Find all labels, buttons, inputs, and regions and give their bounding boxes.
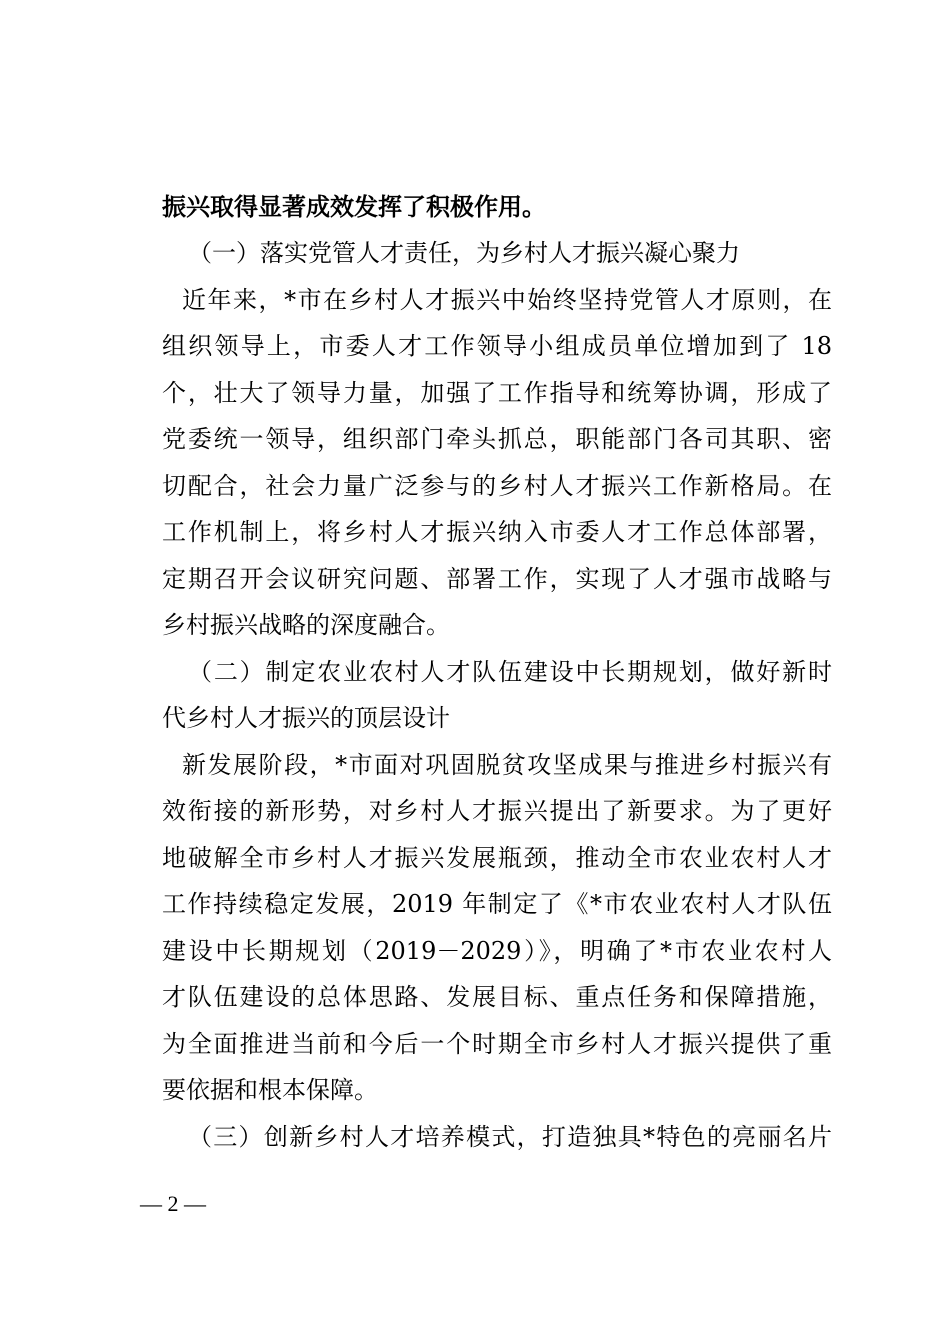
paragraph-line: 党委统一领导，组织部门牵头抓总，职能部门各司其职、密 xyxy=(162,425,832,453)
paragraph-line: 切配合，社会力量广泛参与的乡村人才振兴工作新格局。在 xyxy=(162,472,832,500)
paragraph-line: 振兴取得显著成效发挥了积极作用。 xyxy=(162,193,546,221)
page-number: — 2 — xyxy=(140,1191,206,1216)
paragraph-line: 新发展阶段，*市面对巩固脱贫攻坚成果与推进乡村振兴有 xyxy=(182,751,832,779)
paragraph-line: 地破解全市乡村人才振兴发展瓶颈，推动全市农业农村人才 xyxy=(162,844,832,872)
paragraph-line: 个，壮大了领导力量，加强了工作指导和统筹协调，形成了 xyxy=(162,379,832,407)
section-heading-2-continued: 代乡村人才振兴的顶层设计 xyxy=(162,704,450,732)
paragraph-line: 效衔接的新形势，对乡村人才振兴提出了新要求。为了更好 xyxy=(162,797,832,825)
paragraph-line: 为全面推进当前和今后一个时期全市乡村人才振兴提供了重 xyxy=(162,1030,832,1058)
paragraph-line: 要依据和根本保障。 xyxy=(162,1076,378,1104)
paragraph-line: 定期召开会议研究问题、部署工作，实现了人才强市战略与 xyxy=(162,565,832,593)
paragraph-line: 近年来，*市在乡村人才振兴中始终坚持党管人才原则，在 xyxy=(182,286,832,314)
paragraph-line: 组织领导上，市委人才工作领导小组成员单位增加到了 18 xyxy=(162,332,832,360)
paragraph-line: 工作持续稳定发展，2019 年制定了《*市农业农村人才队伍 xyxy=(162,890,832,918)
section-heading-3: （三）创新乡村人才培养模式，打造独具*特色的亮丽名片 xyxy=(188,1123,832,1151)
paragraph-line: 工作机制上，将乡村人才振兴纳入市委人才工作总体部署， xyxy=(162,518,832,546)
section-heading-2: （二）制定农业农村人才队伍建设中长期规划，做好新时 xyxy=(188,658,832,686)
paragraph-line: 才队伍建设的总体思路、发展目标、重点任务和保障措施， xyxy=(162,983,832,1011)
paragraph-line: 建设中长期规划（2019－2029）》，明确了*市农业农村人 xyxy=(162,937,832,965)
section-heading-1: （一）落实党管人才责任，为乡村人才振兴凝心聚力 xyxy=(188,239,740,267)
paragraph-line: 乡村振兴战略的深度融合。 xyxy=(162,611,450,639)
